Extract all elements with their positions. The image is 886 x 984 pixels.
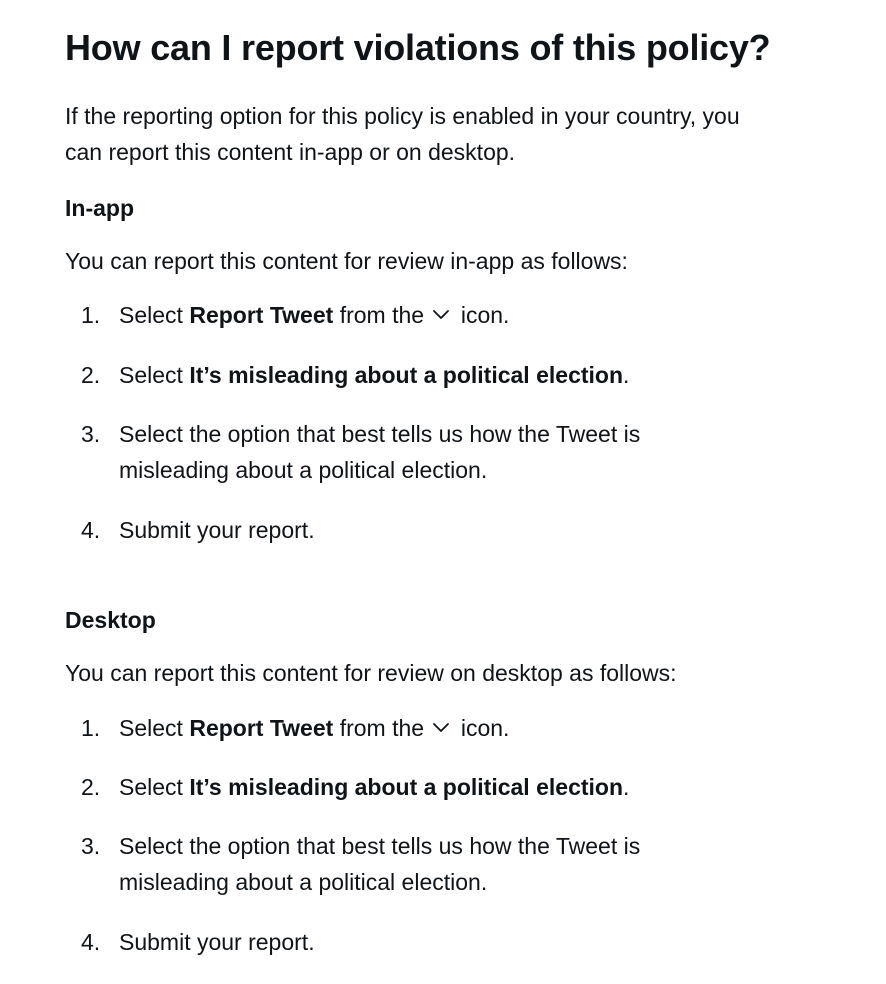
section-lead-desktop: You can report this content for review on desktop as follows: [65, 660, 677, 686]
step-number: 3. [81, 833, 101, 859]
step-number: 3. [81, 421, 101, 447]
step-text-post2: icon. [454, 302, 510, 328]
chevron-down-icon [432, 307, 450, 321]
step-number: 4. [81, 517, 101, 543]
step-text-post: from the [333, 715, 431, 741]
section-lead-in-app: You can report this content for review in-app as follows: [65, 248, 628, 274]
step-text [119, 710, 825, 746]
intro-line-2: can report this content in-app or on desktop. [65, 139, 516, 165]
step-number: 2. [81, 774, 101, 800]
step-number: 1. [81, 302, 101, 328]
step-item [65, 710, 825, 746]
step-item [65, 924, 825, 960]
step-text-bold: It’s misleading about a political election [189, 362, 624, 388]
step-item [65, 297, 825, 333]
chevron-down-icon [432, 720, 450, 734]
step-number: 4. [81, 929, 101, 955]
step-text-bold: Report Tweet [189, 302, 334, 328]
step-text-post: from the [333, 302, 431, 328]
step-text-pre: Select [119, 715, 190, 741]
step-text-line-1: Select the option that best tells us how the Tweet is [119, 421, 641, 447]
step-number: 1. [81, 715, 101, 741]
step-text-line-2: misleading about a political election. [119, 457, 488, 483]
section-title-desktop: Desktop [65, 607, 156, 633]
intro-line-1: If the reporting option for this policy is enabled in your country, you [65, 103, 740, 129]
section-title-in-app: In-app [65, 195, 134, 221]
step-number: 2. [81, 362, 101, 388]
step-item [65, 357, 825, 393]
step-text: Submit your report. [119, 929, 315, 955]
step-text-pre: Select [119, 362, 190, 388]
step-text: Submit your report. [119, 517, 315, 543]
step-text-post: . [623, 774, 630, 800]
step-text-bold: It’s misleading about a political election [189, 774, 624, 800]
step-text [119, 357, 825, 393]
step-text-pre: Select [119, 302, 190, 328]
step-text [119, 297, 825, 333]
intro-paragraph [65, 98, 740, 170]
step-text-line-1: Select the option that best tells us how the Tweet is [119, 833, 641, 859]
step-text [119, 828, 825, 900]
page-title: How can I report violations of this policy? [65, 27, 771, 68]
step-item [65, 512, 825, 548]
step-text-post: . [623, 362, 630, 388]
step-item [65, 828, 825, 900]
step-text-pre: Select [119, 774, 190, 800]
step-text-bold: Report Tweet [189, 715, 334, 741]
step-text-post2: icon. [454, 715, 510, 741]
step-text [119, 769, 825, 805]
step-item [65, 769, 825, 805]
step-text [119, 416, 825, 488]
step-text-line-2: misleading about a political election. [119, 869, 488, 895]
step-item [65, 416, 825, 488]
